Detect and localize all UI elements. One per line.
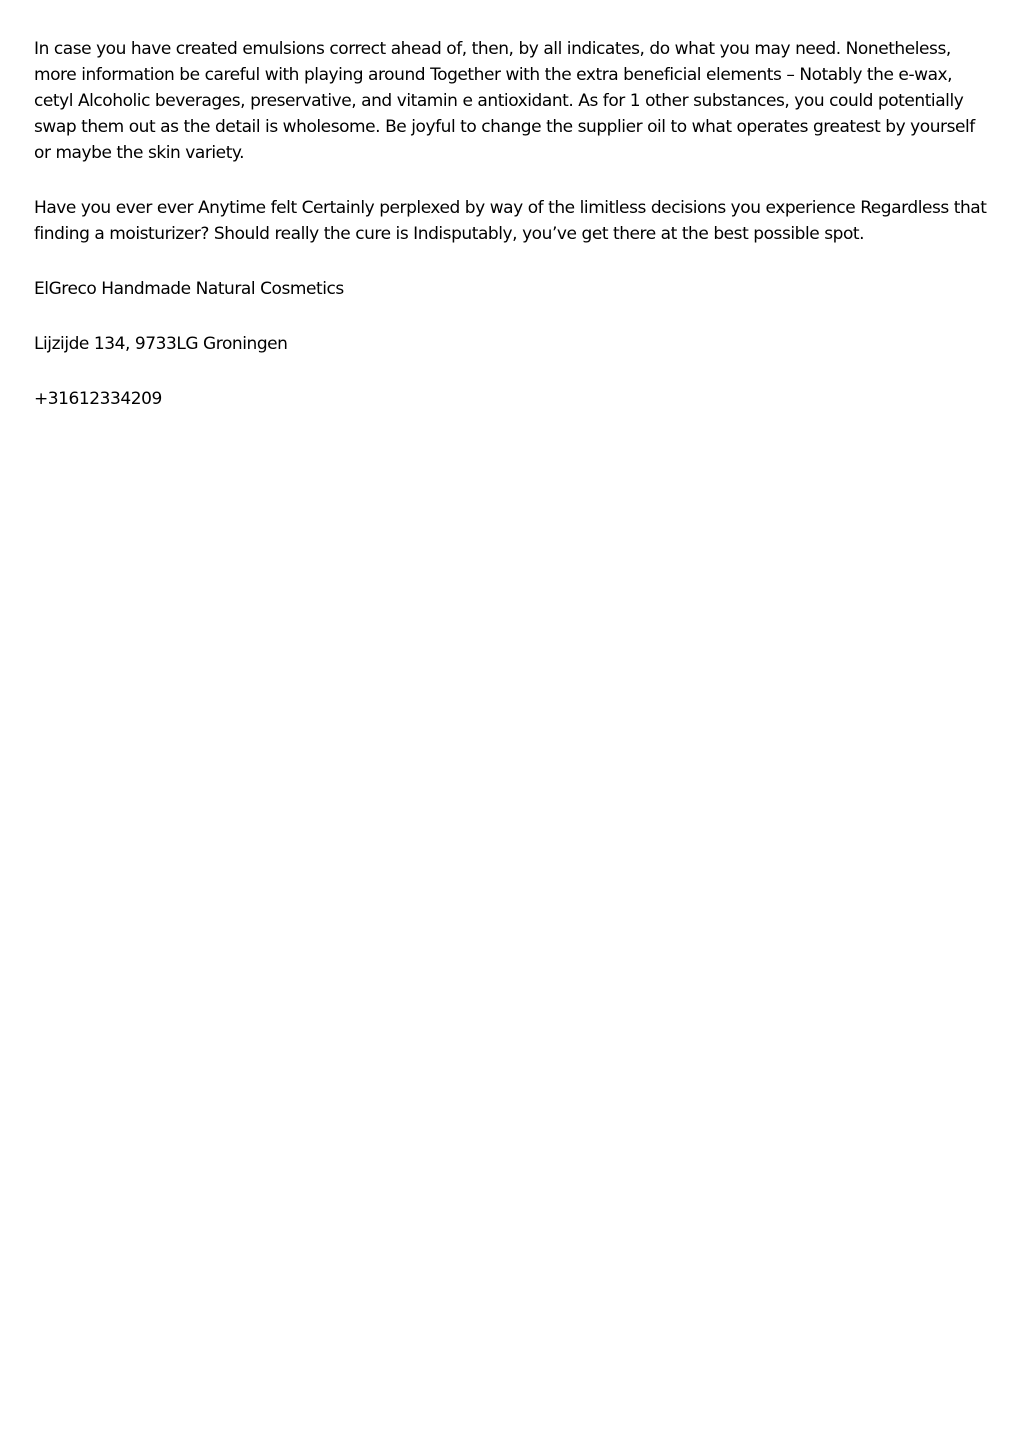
document-page [34,36,990,441]
body-paragraph: In case you have created emulsions correct ahead of, then, by all indicates, do what you may need. Nonetheless, more information be careful with playing around Together with the extra beneficial elements – Notably the e-wax, cetyl Alcoholic beverages, preservative, and vitamin e antioxidant. As for 1 other substances, you could potentially swap them out as the detail is wholesome. Be joyful to change the supplier oil to what operates greatest by yourself or maybe the skin variety. [34,39,975,163]
business-address: Lijzijde 134, 9733LG Groningen [34,334,288,354]
body-paragraph: Have you ever ever Anytime felt Certainly perplexed by way of the limitless decisions you experience Regardless that finding a moisturizer? Should really the cure is Indisputably, you’ve get there at the best possible spot. [34,198,987,244]
business-name: ElGreco Handmade Natural Cosmetics [34,279,344,299]
business-phone: +31612334209 [34,389,162,409]
